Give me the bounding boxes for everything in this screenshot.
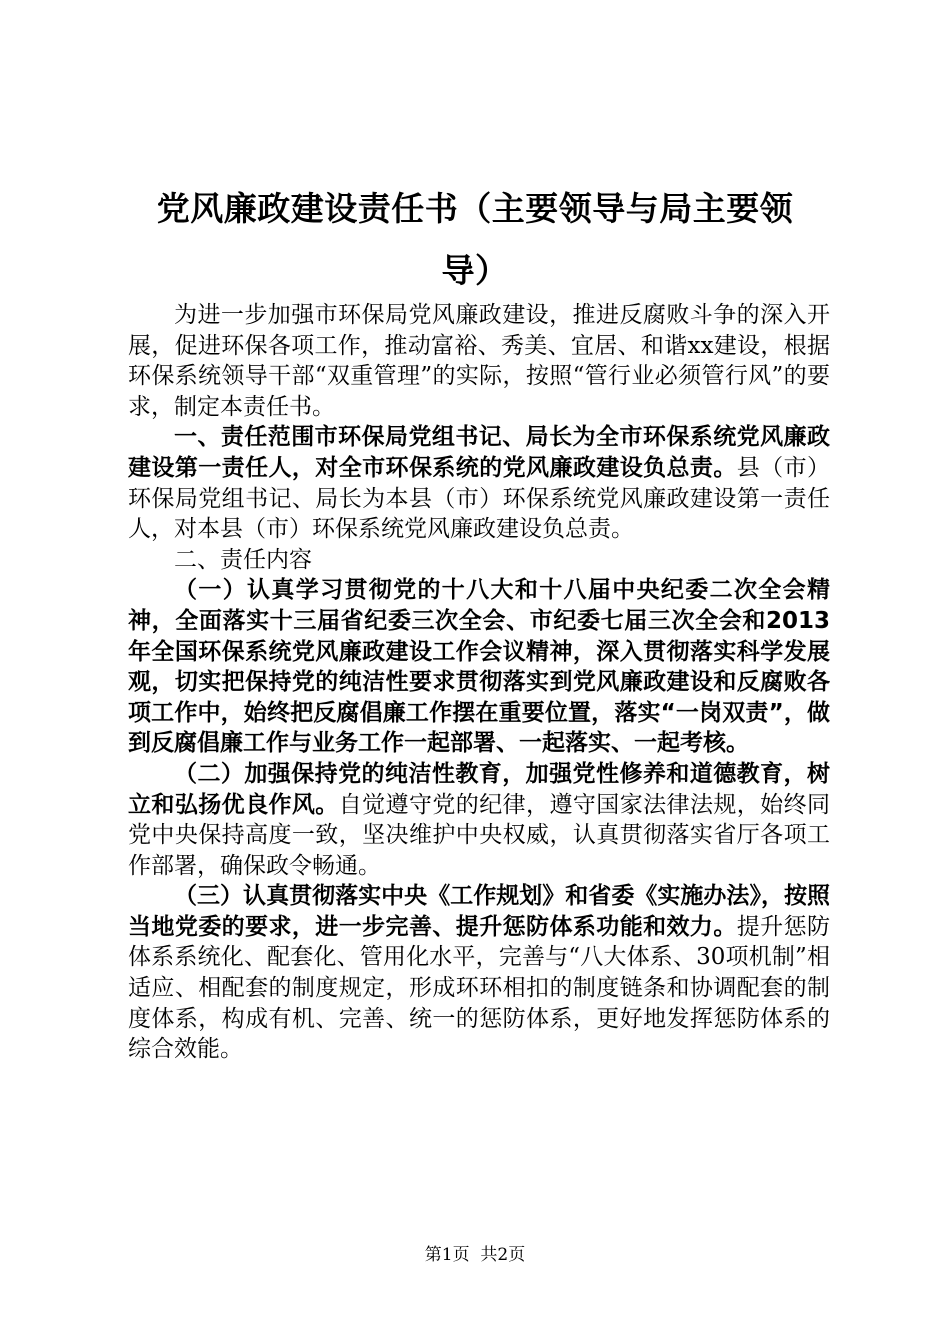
paragraph-scope-text: 县（市）环保局党组书记、局长为本县（市）环保系统党风廉政建设第一责任人，对本县（市）环保系统党风廉政建设负总责。 (128, 454, 831, 543)
paragraph-scope-heading: 一、责任范围市环保局党组书记、局长为全市环保系统党风廉政建设第一责任人，对全市环保系统的党风廉政建设负总责。 (128, 424, 830, 481)
page-number-footer: 第1页 共2页 (424, 1245, 526, 1265)
section-heading-content: 二、责任内容 (174, 546, 312, 573)
document-body (128, 300, 830, 1065)
document-title-line-2: 导） (441, 251, 509, 290)
paragraph-intro-text: 为进一步加强市环保局党风廉政建设，推进反腐败斗争的深入开展，促进环保各项工作，推动富裕、秀美、宜居、和谐xx建设，根据环保系统领导干部“双重管理”的实际，按照“管行业必须管行风”的要求，制定本责任书。 (128, 302, 830, 420)
paragraph-item-2-strong: （二）加强保持党的纯洁性教育，加强党性修养和道德教育，树立和弘扬优良作风。 (128, 760, 830, 818)
paragraph-item-3-strong: （三）认真贯彻落实中央《工作规划》和省委《实施办法》，按照当地党委的要求，进一步完善、提升惩防体系功能和效力。 (128, 883, 830, 940)
document-title (0, 178, 950, 302)
paragraph-content-heading (128, 545, 830, 576)
paragraph-item-1 (128, 575, 830, 759)
paragraph-item-3 (128, 881, 830, 1065)
paragraph-intro (128, 300, 830, 422)
paragraph-item-2-text: 自觉遵守党的纪律，遵守国家法律法规，始终同党中央保持高度一致，坚决维护中央权威，认真贯彻落实省厅各项工作部署，确保政令畅通。 (128, 791, 831, 879)
paragraph-scope (128, 422, 830, 544)
paragraph-item-1-strong: （一）认真学习贯彻党的十八大和十八届中央纪委二次全会精神，全面落实十三届省纪委三次全会、市纪委七届三次全会和2013年全国环保系统党风廉政建设工作会议精神，深入贯彻落实科学发展观，切实把保持党的纯洁性要求贯彻落实到党风廉政建设和反腐败各项工作中，始终把反腐倡廉工作摆在重要位置，落实“一岗双责”，做到反腐倡廉工作与业务工作一起部署、一起落实、一起考核。 (128, 577, 830, 757)
paragraph-item-2 (128, 759, 830, 881)
document-title-line-1: 党风廉政建设责任书（主要领导与局主要领 (156, 189, 794, 228)
paragraph-item-3-text: 提升惩防体系系统化、配套化、管用化水平，完善与“八大体系、30项机制”相适应、相配套的制度规定，形成环环相扣的制度链条和协调配套的制度体系，构成有机、完善、统一的惩防体系，更好地发挥惩防体系的综合效能。 (128, 913, 831, 1063)
